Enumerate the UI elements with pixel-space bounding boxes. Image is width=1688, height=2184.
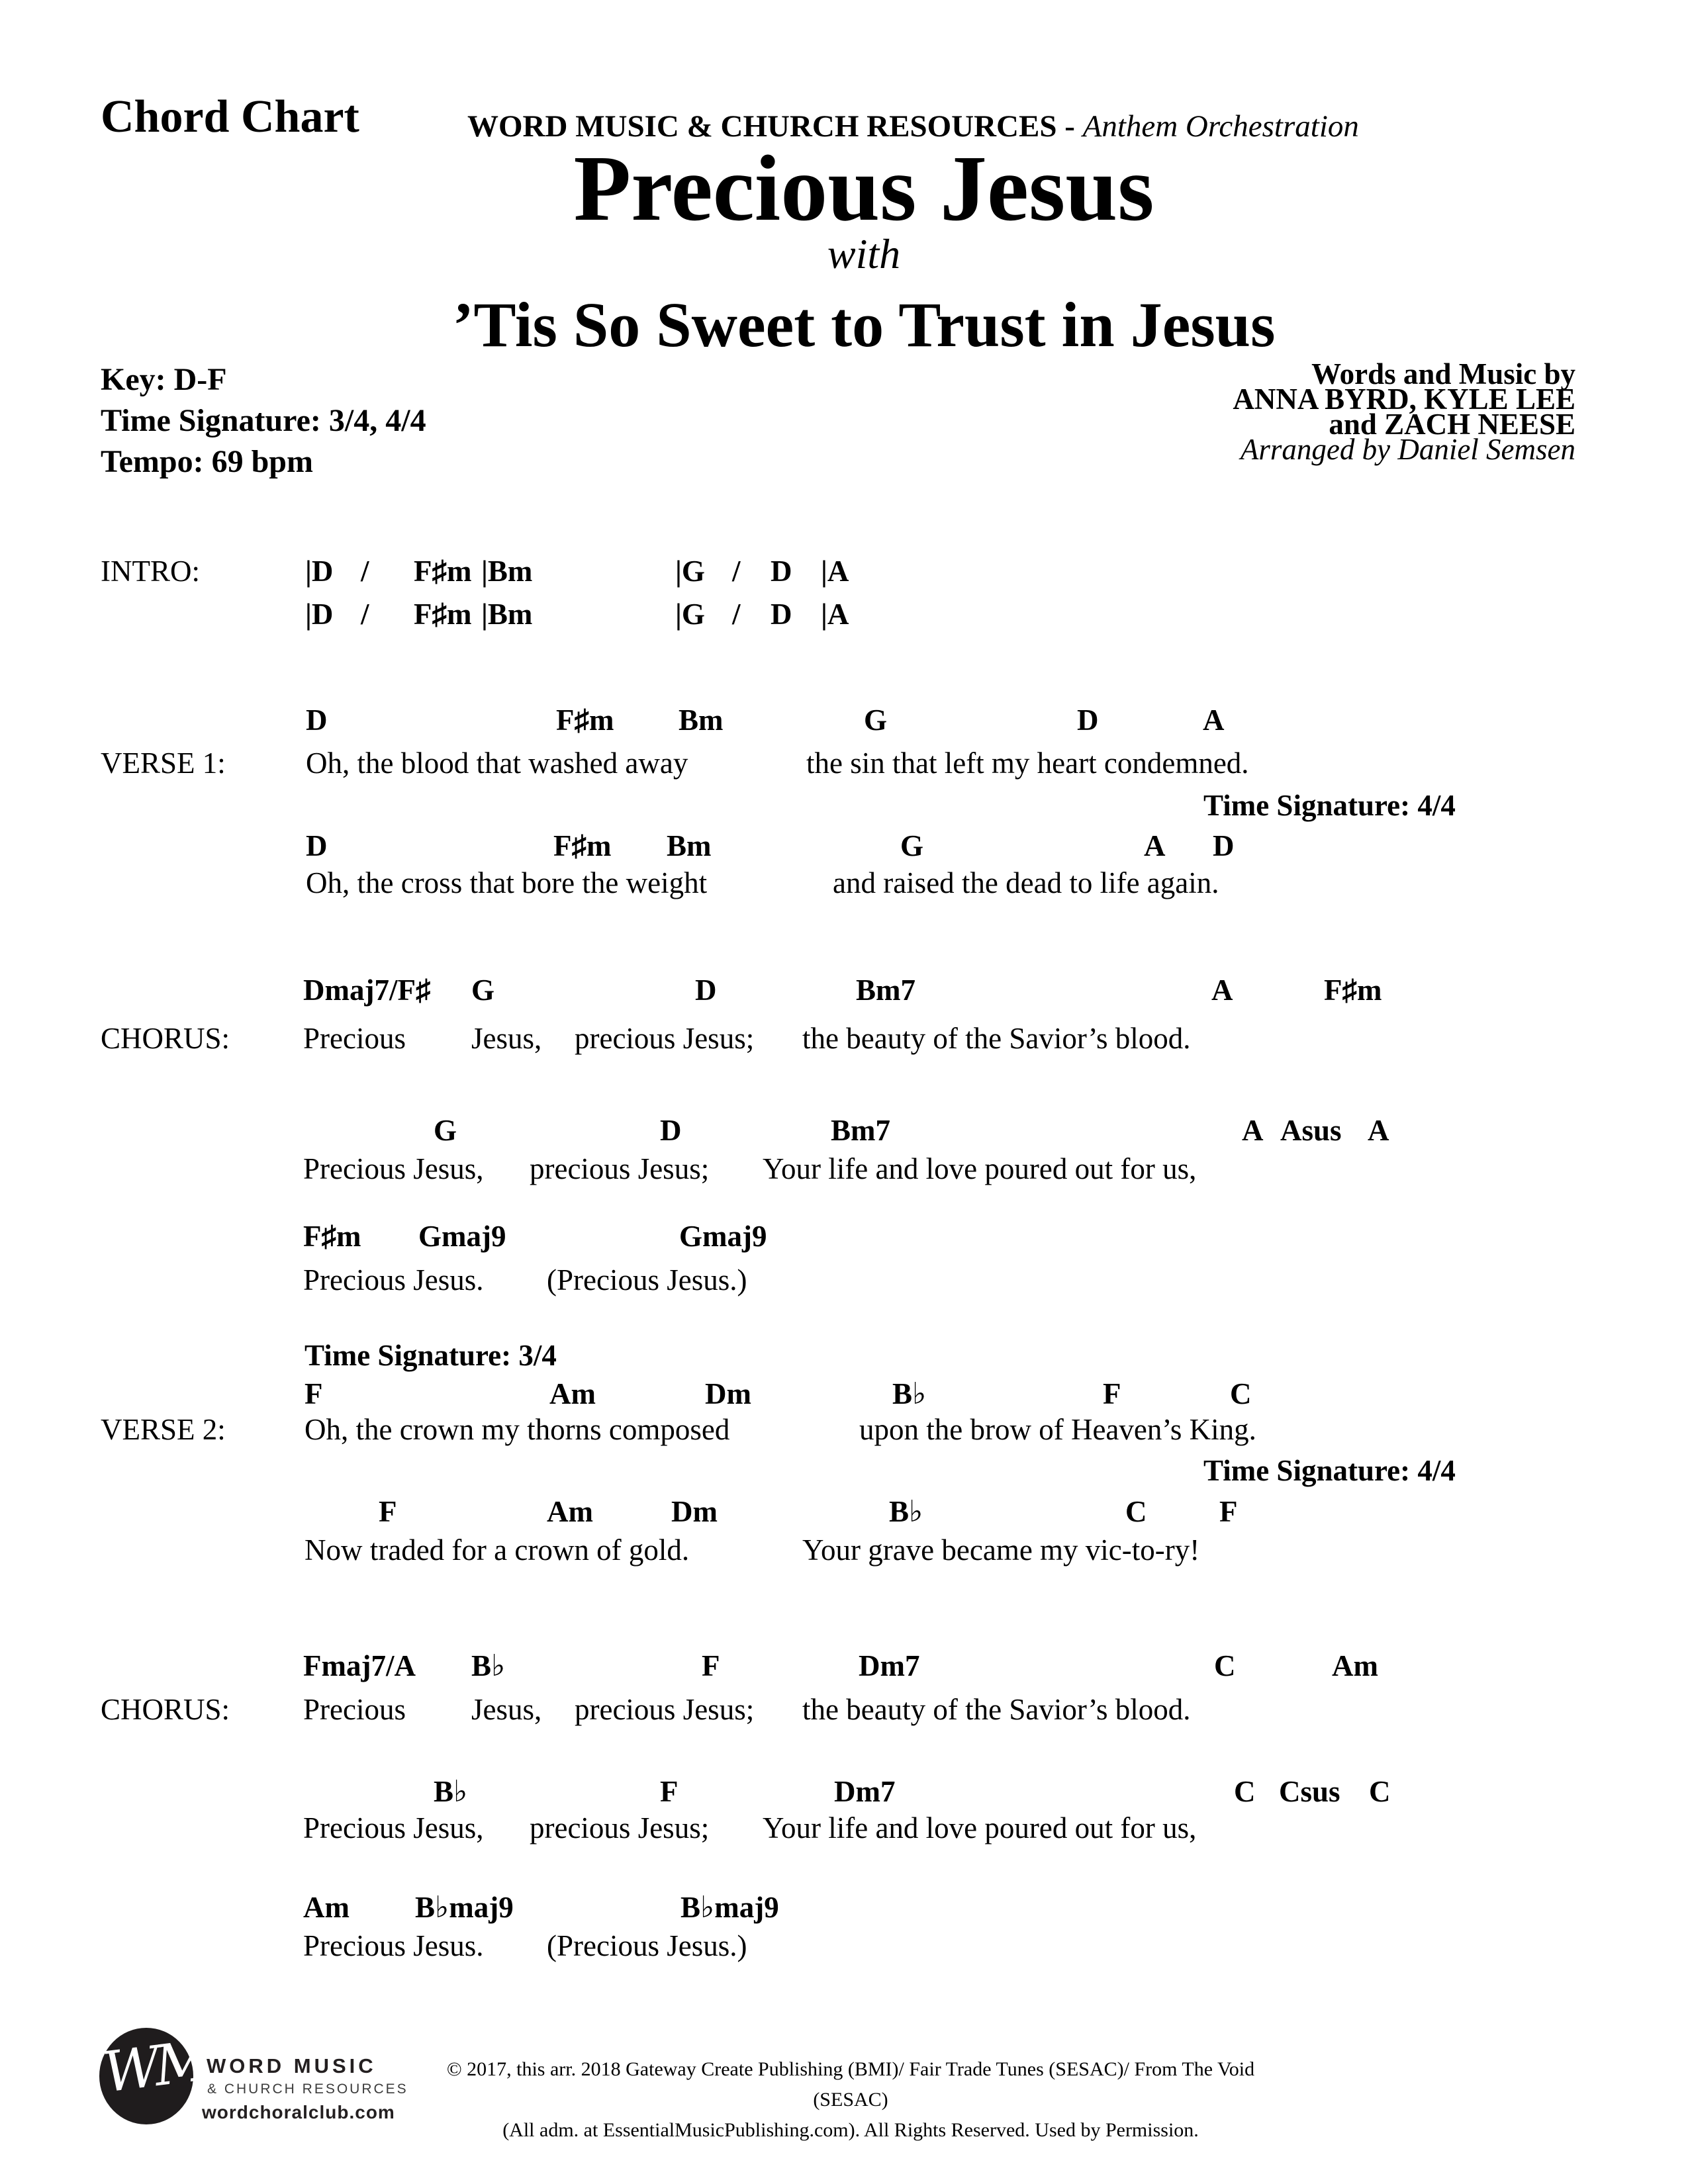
time-signature-note: Time Signature: 4/4 xyxy=(1203,1454,1456,1487)
word-music-logo xyxy=(99,2028,209,2124)
chord-token: F♯m xyxy=(414,555,472,588)
lyric-line xyxy=(0,1022,1688,1060)
time-signature-note: Time Signature: 4/4 xyxy=(1203,789,1456,822)
chord-token: D xyxy=(1077,704,1099,737)
chord-token: |D xyxy=(305,598,334,631)
footer-website: wordchoralclub.com xyxy=(202,2102,395,2122)
chord-token: |G xyxy=(675,598,705,631)
meta-line: Time Signature: 3/4, 4/4 xyxy=(101,403,426,438)
series-name: Anthem Orchestration xyxy=(1082,109,1359,144)
chord-token: A xyxy=(1144,829,1166,862)
chord-token: |A xyxy=(821,598,849,631)
chord-token: D xyxy=(695,974,717,1007)
chord-line xyxy=(0,1495,1688,1533)
chord-token: B♭ xyxy=(471,1649,506,1682)
copyright-line: © 2017, this arr. 2018 Gateway Create Publishing (BMI)/ Fair Trade Tunes (SESAC)/ From The Void (SESAC) xyxy=(446,2058,1255,2111)
chord-token: G xyxy=(900,829,924,862)
chord-token: G xyxy=(864,704,888,737)
chord-token: F♯m xyxy=(1324,974,1382,1007)
chord-token: B♭maj9 xyxy=(415,1891,514,1924)
doc-type-label: Chord Chart xyxy=(101,91,359,142)
chord-token: B♭ xyxy=(434,1775,468,1808)
chord-token: / xyxy=(361,598,369,631)
copyright-line: (All adm. at EssentialMusicPublishing.com). All Rights Reserved. Used by Permission. xyxy=(502,2119,1199,2141)
chord-token: A xyxy=(1242,1114,1264,1147)
chord-token: |D xyxy=(305,555,334,588)
lyric-phrase: and raised the dead to life again. xyxy=(833,866,1219,899)
lyric-line xyxy=(0,1263,1688,1302)
chord-token: A xyxy=(1211,974,1233,1007)
chord-token: / xyxy=(732,555,741,588)
chord-line xyxy=(0,974,1688,1012)
chord-line xyxy=(0,1377,1688,1416)
lyric-phrase: Precious xyxy=(303,1693,406,1726)
chord-line xyxy=(0,1114,1688,1152)
chord-token: F♯m xyxy=(414,598,472,631)
footer-publisher-name: WORD MUSIC xyxy=(207,2054,377,2077)
chord-token: D xyxy=(771,598,792,631)
chord-token: Dm7 xyxy=(859,1649,920,1682)
chord-token: D xyxy=(1213,829,1235,862)
chord-token: A xyxy=(1368,1114,1389,1147)
chord-token: F xyxy=(702,1649,720,1682)
note-line xyxy=(0,1454,1688,1492)
meta-line: Tempo: 69 bpm xyxy=(101,444,313,479)
medley-connector: with xyxy=(827,230,901,277)
lyric-line xyxy=(0,1693,1688,1731)
lyric-phrase: Your grave became my vic-to-ry! xyxy=(802,1533,1200,1567)
chord-line xyxy=(0,555,1688,593)
chord-line xyxy=(0,704,1688,742)
lyric-phrase: Precious xyxy=(303,1022,406,1055)
lyric-phrase: Precious Jesus. xyxy=(303,1929,484,1962)
section-label: VERSE 1: xyxy=(101,747,226,780)
credit-line: ANNA BYRD, KYLE LEE xyxy=(1233,383,1575,416)
chord-token: F xyxy=(1103,1377,1121,1410)
chord-token: Bm xyxy=(679,704,724,737)
lyric-phrase: the sin that left my heart condemned. xyxy=(806,747,1249,780)
chord-token: |Bm xyxy=(481,555,533,588)
chord-token: |Bm xyxy=(481,598,533,631)
footer-publisher-subname: & CHURCH RESOURCES xyxy=(207,2081,408,2097)
chord-token: F xyxy=(305,1377,323,1410)
chord-token: F xyxy=(379,1495,397,1528)
meta-block xyxy=(101,364,426,487)
credit-line: Words and Music by xyxy=(1311,357,1575,390)
chord-token: Bm7 xyxy=(831,1114,890,1147)
chord-token: / xyxy=(361,555,369,588)
publisher-separator: - xyxy=(1056,109,1083,144)
chord-token: D xyxy=(771,555,792,588)
chord-token: Dm7 xyxy=(834,1775,896,1808)
wm-monogram-icon: WM xyxy=(99,2028,209,2105)
chord-token: C xyxy=(1234,1775,1256,1808)
lyric-phrase: precious Jesus; xyxy=(530,1152,710,1185)
lyric-phrase: the beauty of the Savior’s blood. xyxy=(802,1693,1191,1726)
section-label: CHORUS: xyxy=(101,1693,230,1726)
lyric-phrase: Now traded for a crown of gold. xyxy=(305,1533,690,1567)
chord-token: A xyxy=(1203,704,1225,737)
chord-token: G xyxy=(434,1114,457,1147)
chord-token: F♯m xyxy=(553,829,612,862)
chord-token: F xyxy=(660,1775,679,1808)
chord-token: Gmaj9 xyxy=(679,1220,767,1253)
chord-token: Dmaj7/F♯ xyxy=(303,974,431,1007)
lyric-line xyxy=(0,1413,1688,1451)
lyric-phrase: Precious Jesus. xyxy=(303,1263,484,1297)
song-subtitle: ’Tis So Sweet to Trust in Jesus xyxy=(452,289,1276,360)
chord-token: C xyxy=(1214,1649,1236,1682)
section-label: INTRO: xyxy=(101,555,200,588)
time-signature-note: Time Signature: 3/4 xyxy=(305,1339,557,1372)
chord-token: D xyxy=(306,704,328,737)
chord-token: Bm xyxy=(667,829,712,862)
lyric-phrase: Precious Jesus, xyxy=(303,1152,484,1185)
chord-line xyxy=(0,1775,1688,1813)
lyric-line xyxy=(0,1533,1688,1572)
lyric-phrase: Jesus, xyxy=(471,1693,542,1726)
copyright-block xyxy=(424,2054,1278,2146)
lyric-phrase: (Precious Jesus.) xyxy=(547,1263,747,1297)
chord-line xyxy=(0,598,1688,636)
lyric-phrase: upon the brow of Heaven’s King. xyxy=(859,1413,1256,1446)
chord-token: Am xyxy=(1332,1649,1378,1682)
lyric-line xyxy=(0,1929,1688,1968)
lyric-phrase: Jesus, xyxy=(471,1022,542,1055)
chord-token: Am xyxy=(549,1377,596,1410)
section-label: VERSE 2: xyxy=(101,1413,226,1446)
chord-token: Dm xyxy=(671,1495,718,1528)
chord-token: B♭maj9 xyxy=(680,1891,779,1924)
lyric-phrase: Your life and love poured out for us, xyxy=(763,1152,1197,1185)
chord-line xyxy=(0,1220,1688,1258)
lyric-phrase: Oh, the crown my thorns composed xyxy=(305,1413,730,1446)
section-label: CHORUS: xyxy=(101,1022,230,1055)
lyric-phrase: Oh, the cross that bore the weight xyxy=(306,866,708,899)
lyric-line xyxy=(0,866,1688,905)
chord-token: B♭ xyxy=(892,1377,927,1410)
chord-line xyxy=(0,829,1688,868)
credit-line: and ZACH NEESE xyxy=(1329,408,1575,441)
chord-token: F xyxy=(1219,1495,1238,1528)
chord-token: Fmaj7/A xyxy=(303,1649,416,1682)
lyric-line xyxy=(0,1811,1688,1850)
lyric-phrase: Your life and love poured out for us, xyxy=(763,1811,1197,1844)
lyric-line xyxy=(0,747,1688,785)
chord-line xyxy=(0,1891,1688,1929)
publisher-name: WORD MUSIC & CHURCH RESOURCES xyxy=(467,109,1057,144)
chord-token: |A xyxy=(821,555,849,588)
lyric-phrase: precious Jesus; xyxy=(575,1022,755,1055)
chord-token: G xyxy=(471,974,495,1007)
meta-line: Key: D-F xyxy=(101,362,227,397)
chord-token: |G xyxy=(675,555,705,588)
note-line xyxy=(0,1339,1688,1377)
chord-token: C xyxy=(1369,1775,1391,1808)
chord-token: Dm xyxy=(705,1377,751,1410)
lyric-phrase: precious Jesus; xyxy=(530,1811,710,1844)
chord-token: B♭ xyxy=(889,1495,923,1528)
chord-token: / xyxy=(732,598,741,631)
chord-token: Bm7 xyxy=(856,974,915,1007)
chord-token: Am xyxy=(547,1495,593,1528)
credit-line: Arranged by Daniel Semsen xyxy=(1240,433,1575,466)
chord-token: D xyxy=(660,1114,682,1147)
chord-token: F♯m xyxy=(556,704,614,737)
chord-token: Asus xyxy=(1280,1114,1342,1147)
note-line xyxy=(0,789,1688,827)
lyric-phrase: Precious Jesus, xyxy=(303,1811,484,1844)
credits-block xyxy=(1233,357,1575,466)
chord-token: F♯m xyxy=(303,1220,361,1253)
lyric-phrase: Oh, the blood that washed away xyxy=(306,747,688,780)
lyric-phrase: precious Jesus; xyxy=(575,1693,755,1726)
chord-token: D xyxy=(306,829,328,862)
lyric-phrase: (Precious Jesus.) xyxy=(547,1929,747,1962)
chord-line xyxy=(0,1649,1688,1688)
chord-token: Gmaj9 xyxy=(418,1220,506,1253)
lyric-line xyxy=(0,1152,1688,1191)
chord-token: Csus xyxy=(1279,1775,1340,1808)
lyric-phrase: the beauty of the Savior’s blood. xyxy=(802,1022,1191,1055)
chord-token: C xyxy=(1230,1377,1252,1410)
song-title: Precious Jesus xyxy=(573,136,1154,240)
chord-token: Am xyxy=(303,1891,350,1924)
chord-token: C xyxy=(1125,1495,1147,1528)
